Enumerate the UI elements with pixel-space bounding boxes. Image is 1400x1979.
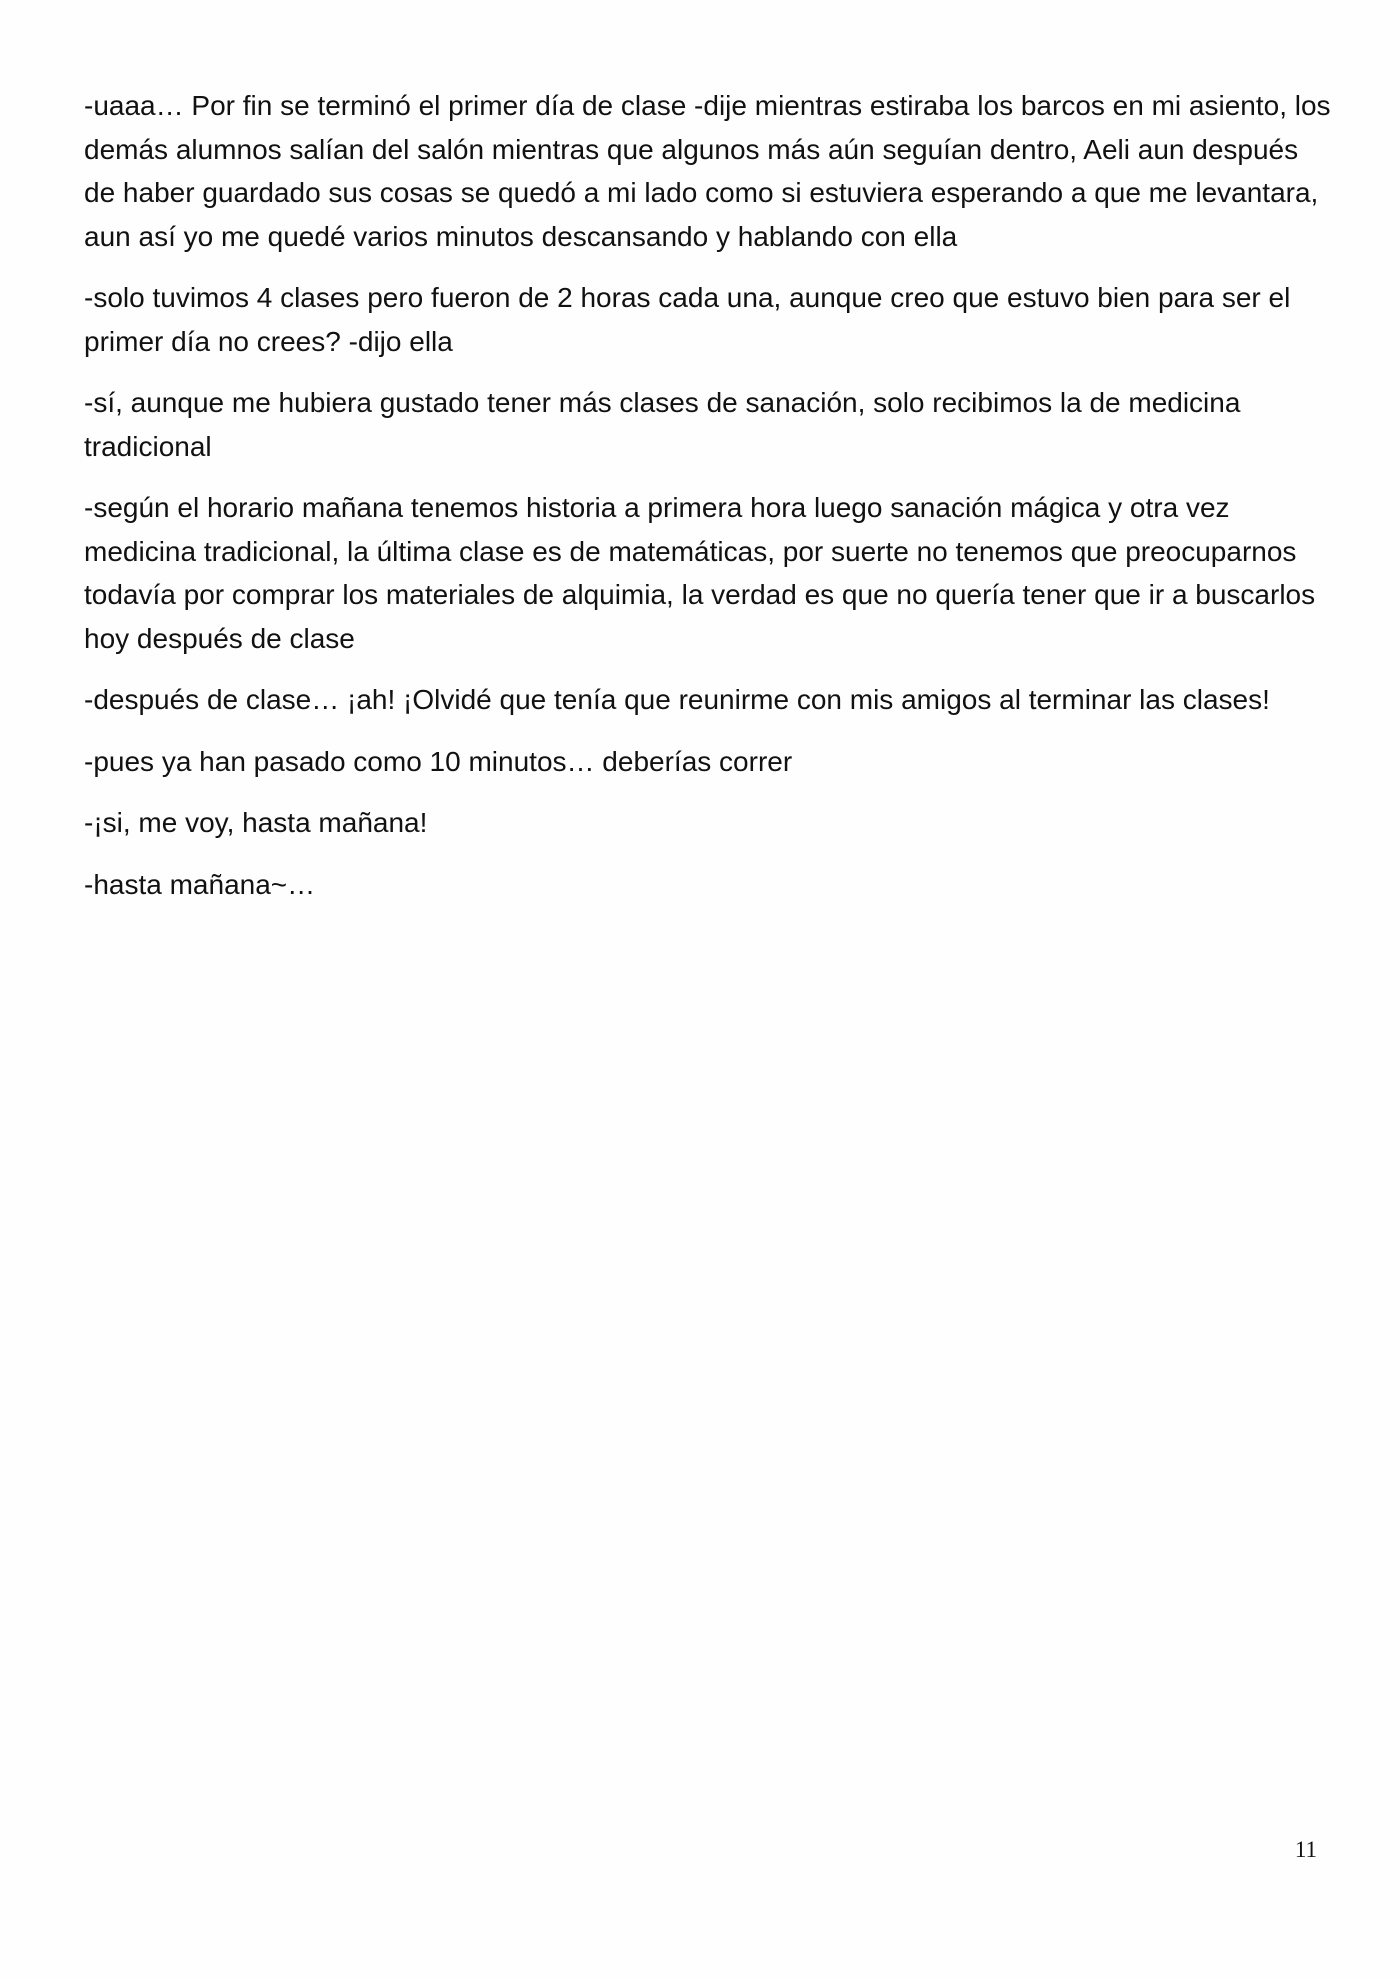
paragraph: -según el horario mañana tenemos historia a primera hora luego sanación mágica y otra vez medicina tradicional, la última clase es de matemáticas, por suerte no tenemos que preocuparnos todavía por comprar los materiales de alquimia, la verdad es que no quería tener que ir a buscarlos hoy después de clase: [84, 492, 1316, 654]
paragraph: -pues ya han pasado como 10 minutos… deberías correr: [84, 745, 793, 777]
page-number: 11: [1294, 1837, 1317, 1862]
paragraph: -hasta mañana~…: [84, 868, 316, 900]
paragraph: -uaaa… Por fin se terminó el primer día de clase -dije mientras estiraba los barcos en mi asiento, los demás alumnos salían del salón mientras que algunos más aún seguían dentro, Aeli aun después de haber guardado sus cosas se quedó a mi lado como si estuviera esperando a que me levantara, aun así yo me quedé varios minutos descansando y hablando con ella: [84, 90, 1331, 252]
body-text: [84, 84, 1332, 924]
paragraph: -solo tuvimos 4 clases pero fueron de 2 horas cada una, aunque creo que estuvo bien para ser el primer día no crees? -dijo ella: [84, 282, 1291, 357]
paragraph: -después de clase… ¡ah! ¡Olvidé que tenía que reunirme con mis amigos al terminar las clases!: [84, 684, 1270, 715]
paragraph: -sí, aunque me hubiera gustado tener más clases de sanación, solo recibimos la de medicina tradicional: [84, 387, 1241, 462]
paragraph: -¡si, me voy, hasta mañana!: [84, 807, 428, 838]
